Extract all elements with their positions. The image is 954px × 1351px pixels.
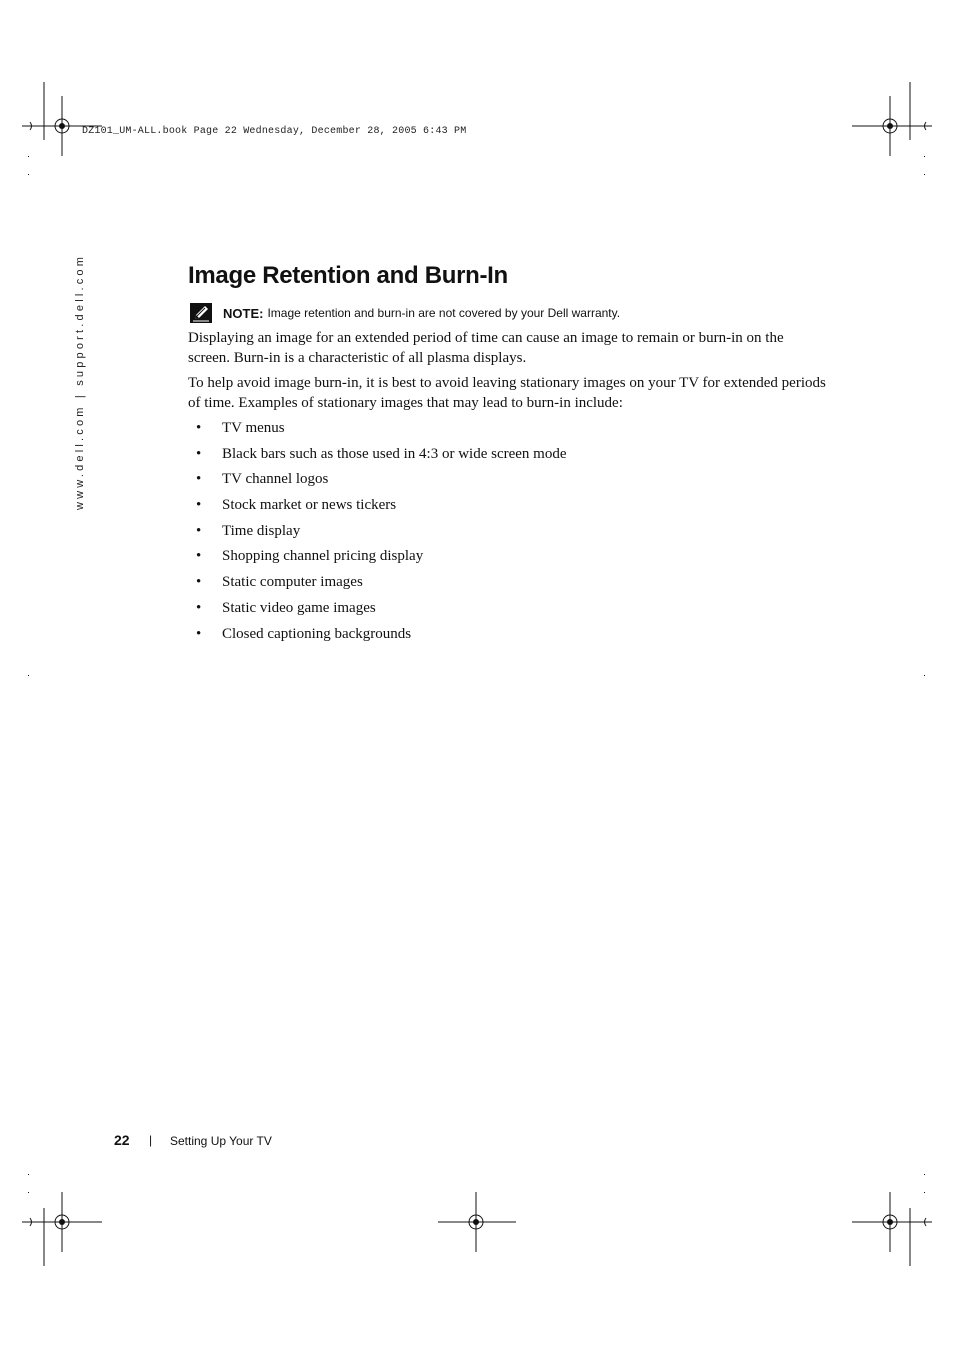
paragraph-avoid-burn-in: To help avoid image burn-in, it is best to avoid leaving stationary images on your TV for extended periods of time. Examples of stationary images that may lead to burn-in include: xyxy=(188,375,826,411)
list-item: • Time display xyxy=(196,522,301,539)
list-item: • Static computer images xyxy=(196,574,363,591)
pencil-note-icon xyxy=(190,303,212,323)
list-item: • Static video game images xyxy=(196,599,376,616)
sidebar-url xyxy=(72,253,90,512)
stationary-images-list xyxy=(196,417,567,648)
note-text: Image retention and burn-in are not covered by your Dell warranty. xyxy=(267,306,621,320)
section-title: Image Retention and Burn-In xyxy=(188,262,508,289)
list-item: • TV channel logos xyxy=(196,471,329,488)
sidebar-url-text: www.dell.com | support.dell.com xyxy=(74,253,86,510)
footer-separator: | xyxy=(149,1133,153,1147)
chapter-title: Setting Up Your TV xyxy=(170,1134,272,1148)
list-item: • Stock market or news tickers xyxy=(196,497,397,514)
print-header: DZ101_UM-ALL.book Page 22 Wednesday, December 28, 2005 6:43 PM xyxy=(82,126,467,137)
paragraph-burn-in-cause: Displaying an image for an extended period of time can cause an image to remain or burn-in on the screen. Burn-in is a characteristic of all plasma displays. xyxy=(188,330,784,366)
list-item: • Shopping channel pricing display xyxy=(196,548,424,565)
list-item: • TV menus xyxy=(196,420,285,436)
list-item: • Black bars such as those used in 4:3 or wide screen mode xyxy=(196,445,567,462)
page-number: 22 xyxy=(114,1132,130,1148)
note xyxy=(190,303,620,323)
note-label: NOTE: xyxy=(223,305,264,321)
list-item: • Closed captioning backgrounds xyxy=(196,625,412,642)
